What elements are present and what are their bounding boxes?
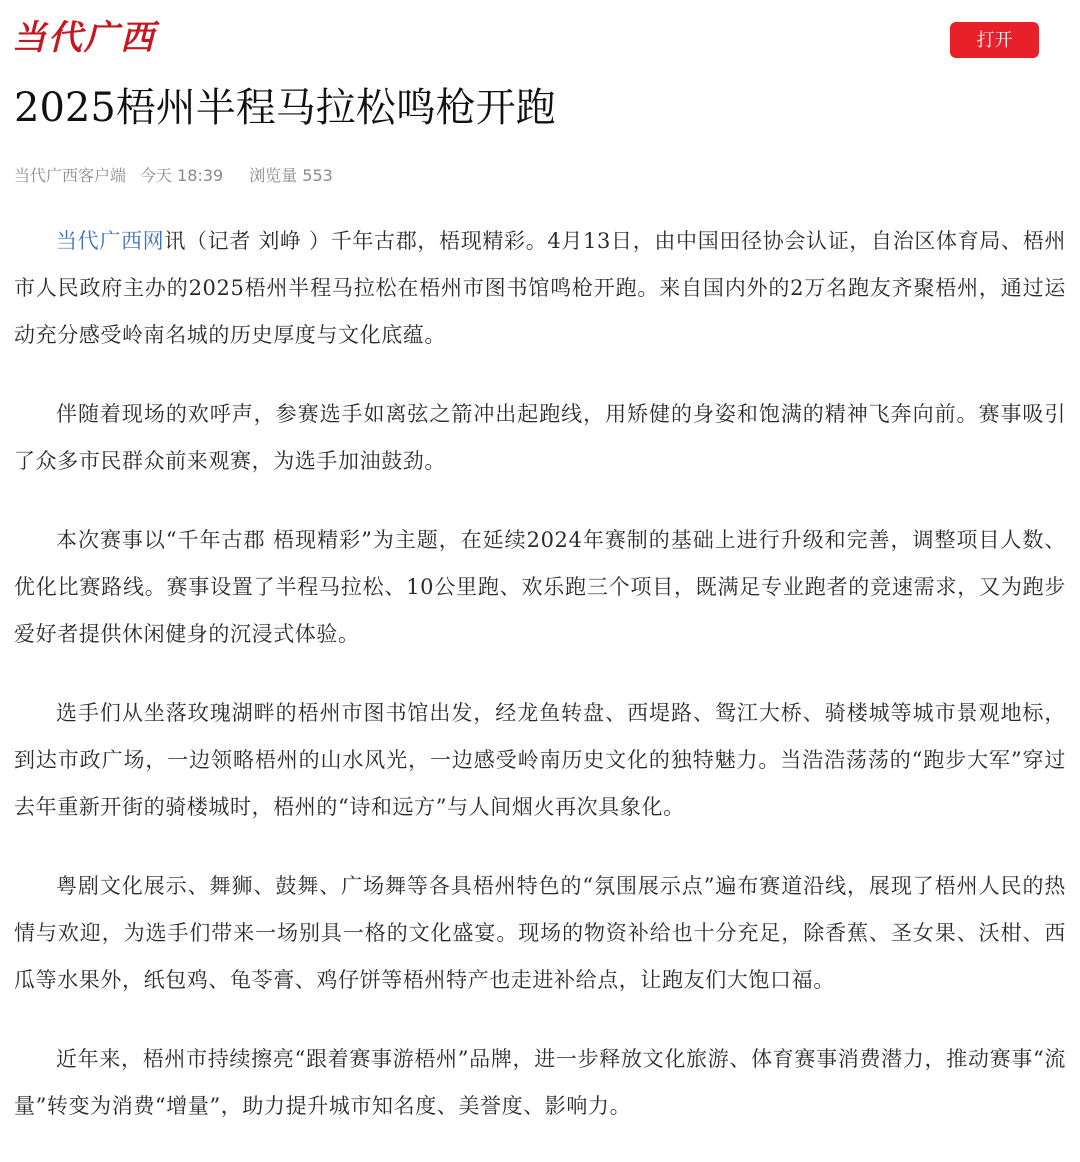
article-paragraph: [14, 218, 1066, 359]
article-paragraph: 近年来，梧州市持续擦亮“跟着赛事游梧州”品牌，进一步释放文化旅游、体育赛事消费潜力，推动赛事“流量”转变为消费“增量”，助力提升城市知名度、美誉度、影响力。: [14, 1047, 1066, 1118]
article-paragraph: 选手们从坐落玫瑰湖畔的梧州市图书馆出发，经龙鱼转盘、西堤路、鸳江大桥、骑楼城等城市景观地标，到达市政广场，一边领略梧州的山水风光，一边感受岭南历史文化的独特魅力。当浩浩荡荡的“跑步大军”穿过去年重新开街的骑楼城时，梧州的“诗和远方”与人间烟火再次具象化。: [14, 701, 1066, 819]
brand-logo[interactable]: 当代广西: [12, 18, 156, 58]
article-time: 今天 18:39: [140, 166, 224, 185]
article-paragraph: 伴随着现场的欢呼声，参赛选手如离弦之箭冲出起跑线，用矫健的身姿和饱满的精神飞奔向前。赛事吸引了众多市民群众前来观赛，为选手加油鼓劲。: [14, 402, 1066, 473]
article-meta: [14, 162, 333, 190]
article-paragraph: 本次赛事以“千年古郡 梧现精彩”为主题，在延续2024年赛制的基础上进行升级和完善，调整项目人数、优化比赛路线。赛事设置了半程马拉松、10公里跑、欢乐跑三个项目，既满足专业跑者的竞速需求，又为跑步爱好者提供休闲健身的沉浸式体验。: [14, 528, 1066, 646]
top-bar: [0, 0, 1080, 78]
open-app-button[interactable]: 打开: [950, 22, 1039, 58]
article-views: 浏览量 553: [249, 166, 333, 185]
article-paragraph: 粤剧文化展示、舞狮、鼓舞、广场舞等各具梧州特色的“氛围展示点”遍布赛道沿线，展现了梧州人民的热情与欢迎，为选手们带来一场别具一格的文化盛宴。现场的物资补给也十分充足，除香蕉、圣女果、沃柑、西瓜等水果外，纸包鸡、龟苓膏、鸡仔饼等梧州特产也走进补给点，让跑友们大饱口福。: [14, 874, 1066, 992]
paragraph-text: 讯（记者 刘峥 ）千年古郡，梧现精彩。4月13日，由中国田径协会认证，自治区体育局、梧州市人民政府主办的2025梧州半程马拉松在梧州市图书馆鸣枪开跑。来自国内外的2万名跑友齐聚梧州，通过运动充分感受岭南名城的历史厚度与文化底蕴。: [14, 229, 1066, 347]
article-source: 当代广西客户端: [14, 166, 127, 185]
article-title: 2025梧州半程马拉松鸣枪开跑: [14, 85, 556, 131]
source-link[interactable]: 当代广西网: [56, 229, 165, 253]
article-body: [14, 218, 1066, 1162]
